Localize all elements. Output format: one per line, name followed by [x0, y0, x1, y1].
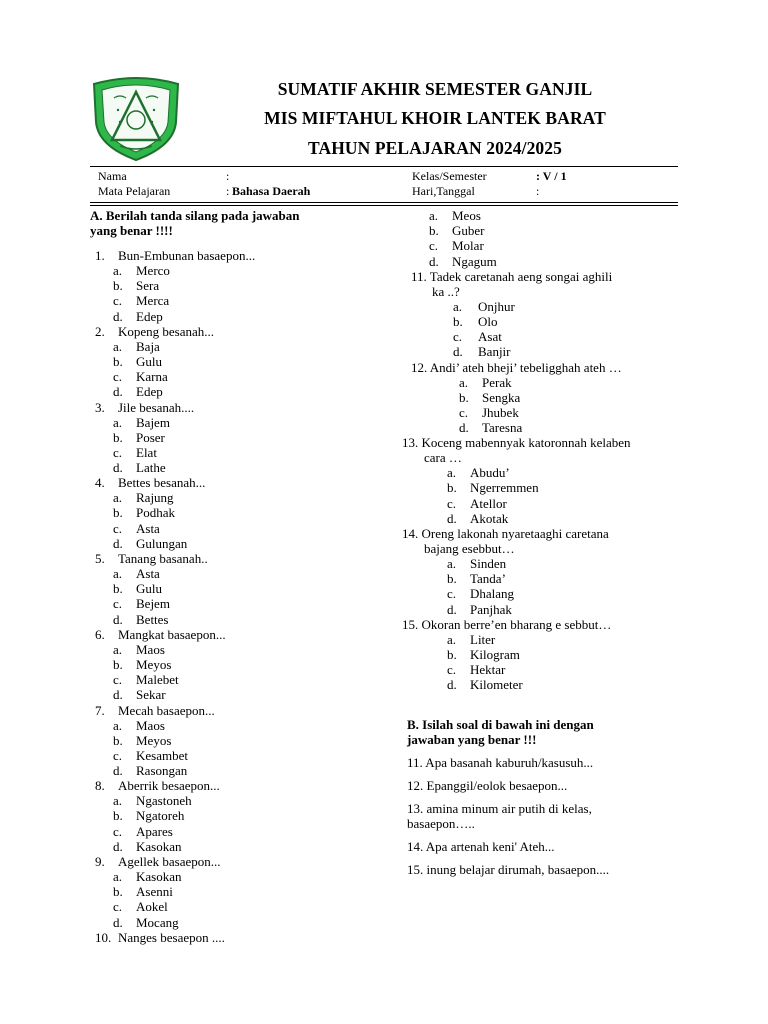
- option-text: Poser: [136, 429, 165, 445]
- hari-label: Hari,Tanggal: [412, 184, 475, 198]
- option-letter: b.: [113, 808, 123, 824]
- option-letter: b.: [113, 732, 123, 748]
- option-letter: d.: [429, 253, 439, 269]
- option-letter: c.: [113, 672, 123, 688]
- option-letter: d.: [447, 510, 457, 526]
- answer-option: [90, 733, 390, 748]
- option-text: Merco: [136, 263, 170, 278]
- question-number: 6.: [95, 626, 105, 642]
- option-text: Akotak: [470, 510, 509, 526]
- option-letter: a.: [113, 641, 123, 657]
- section-b: [402, 717, 692, 877]
- essay-question-15: [407, 862, 692, 877]
- question-text: 11. Tadek caretanah aeng songai aghili: [411, 268, 613, 284]
- option-text: Asta: [136, 566, 160, 581]
- question-15: [402, 617, 692, 632]
- option-letter: c.: [447, 586, 457, 602]
- answer-option: [402, 480, 692, 495]
- answer-option: [90, 521, 390, 536]
- info-divider-2: [90, 205, 678, 206]
- answer-option: [90, 824, 390, 839]
- option-text: Sekar: [136, 687, 166, 703]
- school-name: MIS MIFTAHUL KHOIR LANTEK BARAT: [264, 108, 606, 128]
- answer-option: [402, 314, 692, 329]
- option-letter: d.: [113, 611, 123, 627]
- question-9: [90, 854, 390, 869]
- option-text: Perak: [482, 374, 512, 390]
- option-letter: a.: [447, 631, 457, 647]
- answer-option: [402, 375, 692, 390]
- question-text: Kopeng besanah...: [118, 323, 215, 339]
- option-letter: b.: [113, 429, 123, 445]
- answer-option: [90, 687, 390, 702]
- option-text: Rasongan: [136, 763, 188, 779]
- question-14: [402, 526, 692, 541]
- question-text: 13. Koceng mabennyak katoronnah kelaben: [402, 435, 631, 451]
- option-letter: d.: [453, 344, 463, 360]
- option-text: Baja: [136, 338, 160, 354]
- option-text: Kilometer: [470, 677, 523, 693]
- option-text: Atellor: [470, 495, 507, 511]
- essay-question-11: [407, 755, 692, 770]
- answer-option: [402, 662, 692, 677]
- option-letter: a.: [113, 717, 123, 733]
- option-text: Asta: [136, 520, 160, 536]
- answer-option: [402, 677, 692, 692]
- question-text: Tanang basanah..: [118, 551, 208, 566]
- option-text: Olo: [478, 313, 498, 329]
- option-text: Rajung: [136, 490, 174, 506]
- option-letter: b.: [447, 646, 457, 662]
- option-text: Edep: [136, 308, 163, 324]
- answer-option: [90, 718, 390, 733]
- question-number: 3.: [95, 399, 105, 415]
- student-info: [98, 169, 678, 199]
- option-text: Tanda’: [470, 571, 506, 587]
- option-letter: d.: [459, 420, 469, 436]
- answer-option: [402, 632, 692, 647]
- question-10: 10. Nanges besaepon ....: [95, 929, 225, 945]
- option-text: Apares: [136, 823, 173, 839]
- option-letter: b.: [113, 353, 123, 369]
- answer-option: [90, 612, 390, 627]
- answer-option: [402, 556, 692, 571]
- option-text: Edep: [136, 384, 163, 400]
- option-letter: a.: [447, 556, 457, 571]
- nama-label: Nama: [98, 169, 127, 183]
- option-text: Maos: [136, 717, 165, 733]
- question-8: [90, 778, 390, 793]
- mapel-sep: :: [226, 184, 230, 198]
- question-number: 7.: [95, 702, 105, 718]
- option-letter: a.: [113, 869, 123, 884]
- question-number: 9.: [95, 854, 105, 869]
- answer-option: [402, 405, 692, 420]
- answer-option: [402, 602, 692, 617]
- kelas-label: Kelas/Semester: [412, 169, 487, 183]
- answer-option: [402, 496, 692, 511]
- option-text: Taresna: [482, 420, 523, 436]
- answer-option: [90, 642, 390, 657]
- option-letter: d.: [113, 308, 123, 324]
- academic-year: TAHUN PELAJARAN 2024/2025: [308, 138, 562, 158]
- answer-option: [90, 808, 390, 823]
- option-letter: a.: [113, 793, 123, 809]
- option-text: Asat: [478, 329, 502, 345]
- question-4: [90, 475, 390, 490]
- option-letter: b.: [113, 581, 123, 597]
- answer-option: [402, 511, 692, 526]
- essay-question-12: [407, 778, 692, 793]
- header-divider: [90, 166, 678, 167]
- option-letter: b.: [113, 505, 123, 521]
- answer-option: [90, 460, 390, 475]
- answer-option: [90, 899, 390, 914]
- question-text: Jile besanah....: [118, 399, 195, 415]
- option-letter: b.: [459, 389, 469, 405]
- answer-option: [90, 566, 390, 581]
- question-text: 15. Okoran berre’en bharang e sebbut…: [402, 616, 612, 632]
- essay-line: 15. inung belajar dirumah, basaepon....: [407, 861, 610, 877]
- answer-option: [90, 293, 390, 308]
- answer-option: [90, 384, 390, 399]
- option-letter: d.: [113, 535, 123, 551]
- mapel-value: Bahasa Daerah: [232, 184, 311, 198]
- option-letter: b.: [113, 656, 123, 672]
- section-b-heading-line: jawaban yang benar !!!: [407, 731, 537, 747]
- school-logo: [90, 76, 182, 162]
- answer-option: [402, 254, 692, 269]
- question-text: 14. Oreng lakonah nyaretaaghi caretana: [402, 526, 609, 541]
- question-text: cara …: [424, 450, 462, 466]
- answer-option: [402, 329, 692, 344]
- option-text: Gulu: [136, 353, 162, 369]
- option-letter: d.: [113, 763, 123, 779]
- answer-option: [90, 596, 390, 611]
- option-letter: a.: [453, 298, 463, 314]
- option-letter: d.: [447, 601, 457, 617]
- answer-option: [402, 420, 692, 435]
- question-number: 8.: [95, 778, 105, 794]
- answer-option: [90, 278, 390, 293]
- option-letter: c.: [113, 596, 123, 612]
- option-text: Ngatoreh: [136, 808, 185, 824]
- option-text: Kilogram: [470, 646, 520, 662]
- answer-option: [402, 390, 692, 405]
- answer-option: [402, 208, 692, 223]
- option-text: Ngagum: [452, 253, 497, 269]
- option-letter: c.: [113, 369, 123, 385]
- option-text: Hektar: [470, 662, 506, 678]
- essay-line: 14. Apa artenah keni' Ateh...: [407, 838, 555, 854]
- option-text: Jhubek: [482, 404, 519, 420]
- option-text: Ngastoneh: [136, 793, 192, 809]
- question-text: ka ..?: [432, 283, 460, 299]
- option-text: Ngerremmen: [470, 480, 539, 496]
- essay-line: 13. amina minum air putih di kelas,: [407, 800, 592, 816]
- question-text: Bettes besanah...: [118, 475, 206, 491]
- answer-option: [90, 748, 390, 763]
- option-text: Molar: [452, 238, 484, 254]
- answer-option: [90, 354, 390, 369]
- option-text: Asenni: [136, 884, 173, 900]
- mapel-label: Mata Pelajaran: [98, 184, 171, 198]
- option-text: Bejem: [136, 596, 170, 612]
- option-text: Lathe: [136, 460, 166, 476]
- option-letter: c.: [429, 238, 439, 254]
- option-text: Malebet: [136, 672, 179, 688]
- option-text: Sera: [136, 278, 160, 294]
- option-text: Kesambet: [136, 747, 188, 763]
- essay-line: 11. Apa basanah kaburuh/kasusuh...: [407, 754, 594, 770]
- option-letter: b.: [429, 223, 439, 239]
- section-b-heading-line: B. Isilah soal di bawah ini dengan: [407, 716, 594, 732]
- option-text: Bajem: [136, 414, 170, 430]
- option-letter: a.: [447, 465, 457, 481]
- nama-sep: :: [226, 169, 230, 183]
- answer-option: [402, 586, 692, 601]
- option-text: Gulungan: [136, 535, 188, 551]
- question-number: 4.: [95, 475, 105, 491]
- option-text: Mocang: [136, 914, 179, 930]
- option-letter: b.: [447, 571, 457, 587]
- exam-title: SUMATIF AKHIR SEMESTER GANJIL: [277, 79, 593, 99]
- option-letter: a.: [113, 414, 123, 430]
- option-letter: c.: [459, 404, 469, 420]
- question-11: [402, 269, 692, 284]
- answer-option: [90, 672, 390, 687]
- option-letter: c.: [113, 293, 123, 309]
- essay-question-14: [407, 839, 692, 854]
- essay-line: 12. Epanggil/eolok besaepon...: [407, 777, 568, 793]
- question-12: [402, 360, 692, 375]
- essay-question-13: [407, 801, 692, 831]
- answer-option: [90, 763, 390, 778]
- question-7: [90, 703, 390, 718]
- option-letter: a.: [113, 566, 123, 581]
- option-text: Sengka: [482, 389, 521, 405]
- question-text: 12. Andi’ ateh bheji’ tebeligghah ateh …: [411, 359, 622, 375]
- option-text: Meos: [452, 208, 481, 223]
- question-6: [90, 627, 390, 642]
- option-text: Onjhur: [478, 298, 515, 314]
- answer-option: [402, 647, 692, 662]
- info-divider-1: [90, 202, 678, 203]
- answer-option: [90, 536, 390, 551]
- answer-option: [90, 657, 390, 672]
- option-letter: c.: [113, 444, 123, 460]
- option-text: Guber: [452, 223, 485, 239]
- answer-option: [90, 884, 390, 899]
- question-text: Bun-Embunan basaepon...: [118, 248, 256, 263]
- option-text: Elat: [136, 444, 157, 460]
- option-text: Panjhak: [470, 601, 512, 617]
- option-letter: a.: [459, 374, 469, 390]
- option-text: Aokel: [136, 899, 168, 915]
- question-text: Agellek basaepon...: [118, 854, 221, 869]
- option-text: Kasokan: [136, 869, 182, 884]
- answer-option: [402, 223, 692, 238]
- question-text: Mecah basaepon...: [118, 702, 215, 718]
- option-letter: c.: [113, 520, 123, 536]
- question-text: Mangkat basaepon...: [118, 626, 226, 642]
- answer-option: [402, 344, 692, 359]
- answer-option: [90, 505, 390, 520]
- question-5: [90, 551, 390, 566]
- section-b-heading: [407, 717, 692, 747]
- option-text: Banjir: [478, 344, 511, 360]
- question-13-cont: [402, 450, 692, 465]
- left-question-list: [90, 248, 390, 930]
- option-letter: c.: [113, 747, 123, 763]
- answer-option: [90, 445, 390, 460]
- question-11-cont: [402, 284, 692, 299]
- answer-option: [402, 299, 692, 314]
- option-text: Karna: [136, 369, 168, 385]
- answer-option: [90, 263, 390, 278]
- option-text: Sinden: [470, 556, 507, 571]
- question-14-cont: [402, 541, 692, 556]
- hari-sep: :: [536, 184, 540, 198]
- option-text: Meyos: [136, 656, 172, 672]
- option-letter: a.: [113, 263, 123, 278]
- option-letter: d.: [113, 460, 123, 476]
- answer-option: [402, 571, 692, 586]
- question-2: [90, 324, 390, 339]
- answer-option: [90, 369, 390, 384]
- option-text: Maos: [136, 641, 165, 657]
- section-a-heading: A. Berilah tanda silang pada jawaban yang benar !!!!: [90, 208, 300, 238]
- question-1: [90, 248, 390, 263]
- option-text: Liter: [470, 631, 496, 647]
- option-letter: a.: [113, 338, 123, 354]
- right-column: [402, 208, 692, 885]
- option-letter: d.: [447, 677, 457, 693]
- question-3: [90, 400, 390, 415]
- answer-option: [402, 238, 692, 253]
- option-letter: d.: [113, 838, 123, 854]
- option-text: Bettes: [136, 611, 169, 627]
- answer-option: [90, 415, 390, 430]
- essay-line: basaepon…..: [407, 815, 475, 831]
- option-text: Merca: [136, 293, 170, 309]
- answer-option: [90, 915, 390, 930]
- option-text: Gulu: [136, 581, 162, 597]
- option-letter: d.: [113, 687, 123, 703]
- kelas-value: : V / 1: [536, 169, 567, 183]
- answer-option: [90, 309, 390, 324]
- question-number: 1.: [95, 248, 105, 263]
- option-letter: c.: [113, 899, 123, 915]
- answer-option: [90, 839, 390, 854]
- option-text: Dhalang: [470, 586, 515, 602]
- option-letter: c.: [113, 823, 123, 839]
- question-13: [402, 435, 692, 450]
- answer-option: [90, 869, 390, 884]
- option-letter: d.: [113, 384, 123, 400]
- option-letter: d.: [113, 914, 123, 930]
- question-number: 5.: [95, 551, 105, 566]
- answer-option: [90, 339, 390, 354]
- option-letter: b.: [447, 480, 457, 496]
- option-letter: b.: [113, 278, 123, 294]
- answer-option: [90, 490, 390, 505]
- question-text: bajang esebbut…: [424, 541, 515, 556]
- option-letter: c.: [453, 329, 463, 345]
- question-text: Aberrik besaepon...: [118, 778, 220, 794]
- option-text: Abudu’: [470, 465, 510, 481]
- option-letter: c.: [447, 495, 457, 511]
- option-letter: b.: [453, 313, 463, 329]
- option-letter: b.: [113, 884, 123, 900]
- option-letter: c.: [447, 662, 457, 678]
- answer-option: [90, 430, 390, 445]
- answer-option: [402, 465, 692, 480]
- answer-option: [90, 581, 390, 596]
- option-text: Podhak: [136, 505, 175, 521]
- question-number: 2.: [95, 323, 105, 339]
- option-letter: a.: [113, 490, 123, 506]
- option-text: Kasokan: [136, 838, 182, 854]
- option-letter: a.: [429, 208, 439, 223]
- left-column: [90, 208, 390, 945]
- option-text: Meyos: [136, 732, 172, 748]
- answer-option: [90, 793, 390, 808]
